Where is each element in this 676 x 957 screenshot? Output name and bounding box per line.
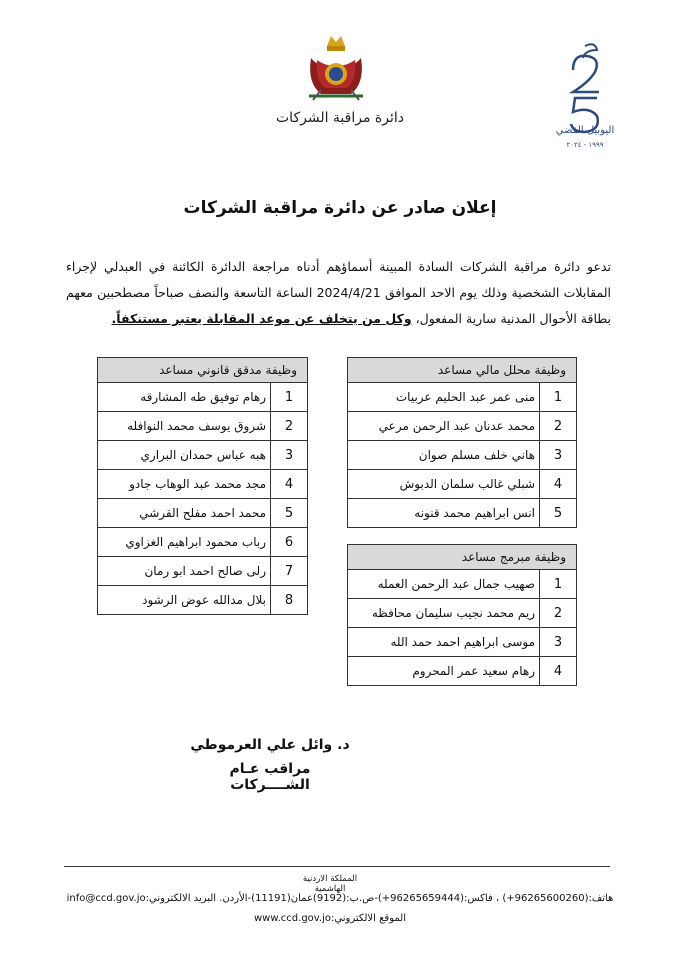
table-row — [98, 528, 308, 557]
table-row — [348, 383, 577, 412]
row-number: 7 — [271, 557, 308, 586]
row-number: 3 — [271, 441, 308, 470]
row-number: 2 — [271, 412, 308, 441]
row-number: 2 — [540, 599, 577, 628]
row-number: 5 — [540, 499, 577, 528]
jubilee-years: ١٩٩٩ - ٢٠٢٤ — [566, 141, 604, 149]
footer-website: الموقع الالكتروني:www.ccd.gov.jo — [254, 913, 406, 924]
body-underlined-text: وكل من يتخلف عن موعد المقابلة يعتبر مستنكفاً. — [111, 311, 412, 326]
silver-jubilee-logo-icon — [555, 36, 615, 156]
table-row — [98, 499, 308, 528]
footer-kingdom: المملكة الاردنية الهاشمية — [302, 874, 358, 894]
table-row — [348, 570, 577, 599]
table-row — [98, 586, 308, 615]
candidate-name: منى عمر عبد الحليم عربيات — [348, 383, 540, 412]
table-row — [348, 657, 577, 686]
candidate-name: رباب محمود ابراهيم الغزاوي — [98, 528, 271, 557]
department-name: دائرة مراقبة الشركات — [276, 110, 404, 126]
candidate-name: شبلي غالب سلمان الدبوش — [348, 470, 540, 499]
row-number: 3 — [540, 628, 577, 657]
candidate-name: انس ابراهيم محمد قنونه — [348, 499, 540, 528]
table-row — [348, 628, 577, 657]
row-number: 3 — [540, 441, 577, 470]
row-number: 1 — [540, 383, 577, 412]
candidate-name: موسى ابراهيم احمد حمد الله — [348, 628, 540, 657]
table-header: وظيفة محلل مالي مساعد — [348, 358, 577, 383]
footer-contact: هاتف:(96265600260+) ، فاكس:(96265659444+)-ص.ب:(9192)عمان(11191)-الأردن. البريد الالكتروني:info@ccd.gov.jo — [66, 893, 614, 904]
announcement-title: إعلان صادر عن دائرة مراقبة الشركات — [183, 198, 497, 218]
candidate-name: هاني خلف مسلم صوان — [348, 441, 540, 470]
legal-auditor-table — [97, 357, 308, 615]
row-number: 8 — [271, 586, 308, 615]
table-row — [98, 557, 308, 586]
row-number: 6 — [271, 528, 308, 557]
table-row — [348, 412, 577, 441]
table-row — [348, 470, 577, 499]
table-row — [98, 383, 308, 412]
signatory-name: د. وائل علي العرموطي — [190, 737, 350, 753]
candidate-name: ريم محمد نجيب سليمان محافظه — [348, 599, 540, 628]
table-row — [98, 412, 308, 441]
row-number: 1 — [271, 383, 308, 412]
candidate-name: صهيب جمال عبد الرحمن العمله — [348, 570, 540, 599]
financial-analyst-table — [347, 357, 577, 528]
candidate-name: بلال مدالله عوض الرشود — [98, 586, 271, 615]
candidate-name: رهام سعيد عمر المحروم — [348, 657, 540, 686]
row-number: 4 — [540, 470, 577, 499]
candidate-name: محمد عدنان عبد الرحمن مرعي — [348, 412, 540, 441]
announcement-body — [66, 254, 611, 332]
jordan-crest-icon — [303, 28, 369, 102]
table-row — [348, 599, 577, 628]
jubilee-text: اليوبيل الفضي — [555, 125, 615, 136]
table-row — [348, 499, 577, 528]
row-number: 1 — [540, 570, 577, 599]
programmer-table — [347, 544, 577, 686]
candidate-name: مجد محمد عبد الوهاب جادو — [98, 470, 271, 499]
body-text: تدعو دائرة مراقبة الشركات السادة المبينة أسماؤهم أدناه مراجعة الدائرة الكائنة في العبدلي لإجراء المقابلات الشخصية وذلك يوم الاحد الموافق 2024/4/21 الساعة التاسعة والنصف صباحاً مصطحبين معهم بطاقة الأحوال المدنية سارية المفعول، — [66, 259, 611, 326]
candidate-name: هبه عباس حمدان البراري — [98, 441, 271, 470]
table-header: وظيفة مبرمج مساعد — [348, 545, 577, 570]
table-row — [98, 441, 308, 470]
row-number: 4 — [271, 470, 308, 499]
signatory-title: مراقب عـام الشــــركات — [229, 761, 311, 793]
table-row — [98, 470, 308, 499]
table-row — [348, 441, 577, 470]
row-number: 2 — [540, 412, 577, 441]
candidate-name: شروق يوسف محمد النوافله — [98, 412, 271, 441]
row-number: 4 — [540, 657, 577, 686]
table-header: وظيفة مدقق قانوني مساعد — [98, 358, 308, 383]
candidate-name: رلى صالح احمد ابو رمان — [98, 557, 271, 586]
footer-divider — [64, 866, 610, 867]
candidate-name: محمد احمد مفلح القرشي — [98, 499, 271, 528]
row-number: 5 — [271, 499, 308, 528]
candidate-name: رهام توفيق طه المشارقه — [98, 383, 271, 412]
